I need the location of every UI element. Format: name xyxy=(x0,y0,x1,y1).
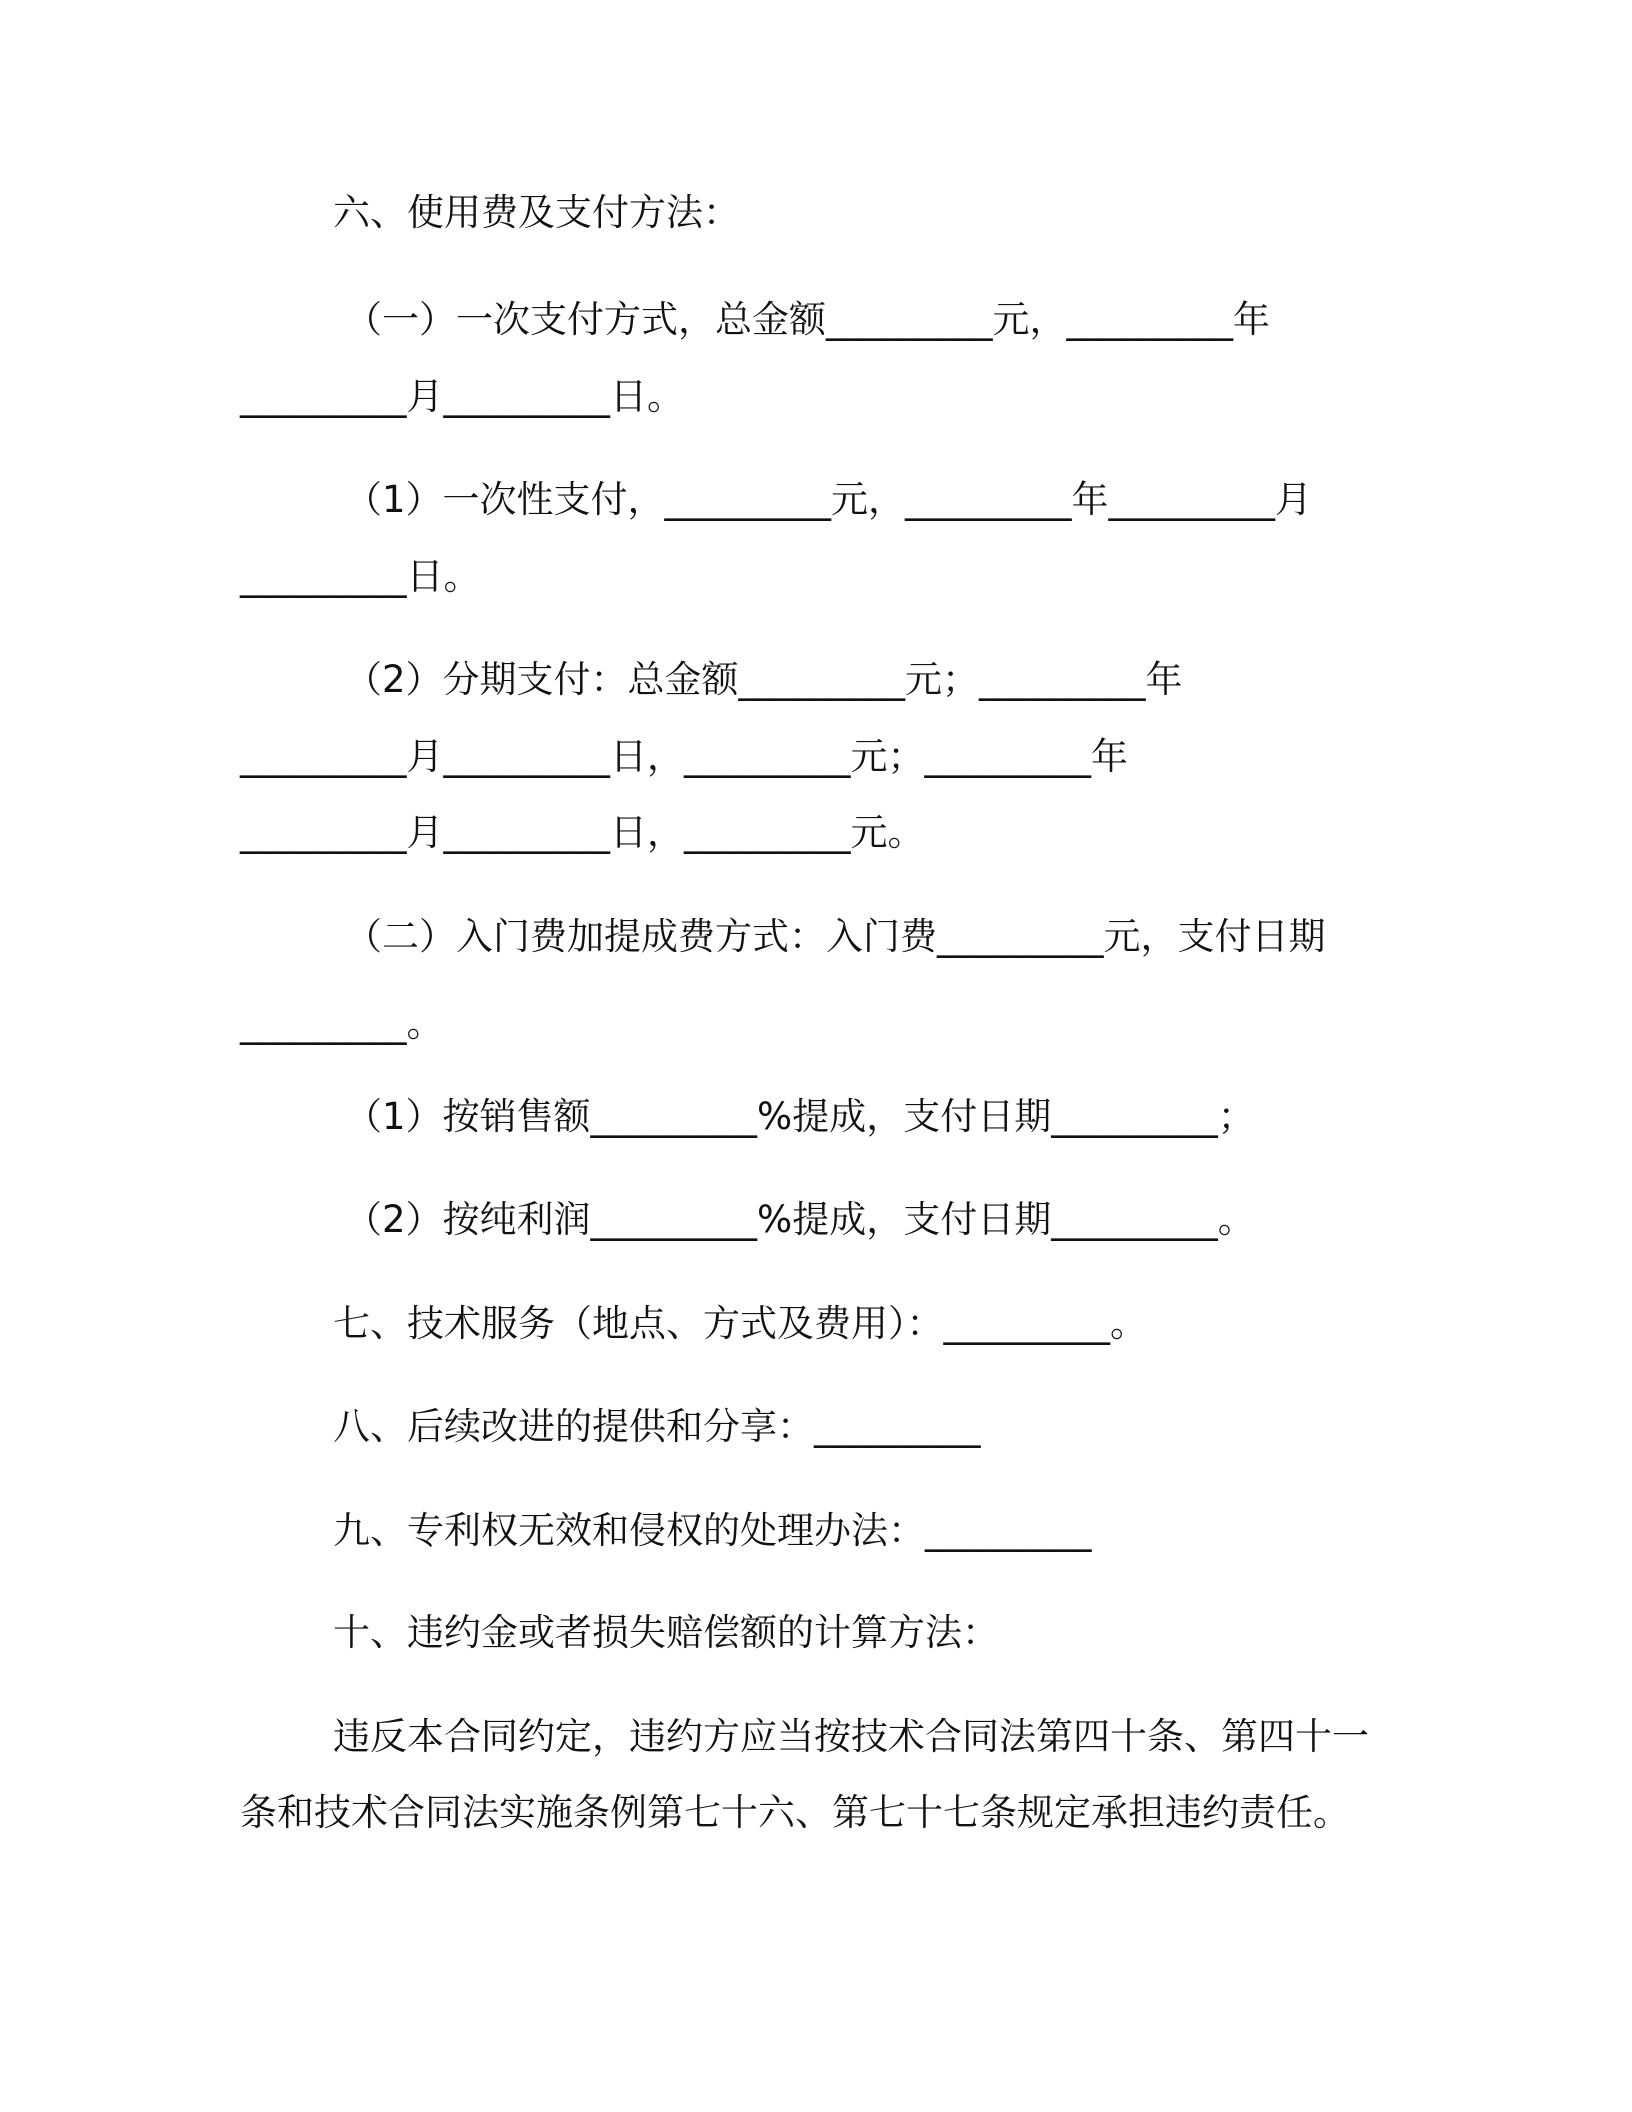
clause-installment-line-2: _________月_________日，_________元；_________年 xyxy=(240,735,1128,778)
clause-lump-sum-line-2: _________月_________日。 xyxy=(240,375,684,418)
clause-profit-commission: （2）按纯利润_________%提成，支付日期_________。 xyxy=(345,1198,1255,1241)
clause-installment-line-3: _________月_________日，_________元。 xyxy=(240,811,925,854)
clause-one-time-line-1: （1）一次性支付，_________元，_________年_________月 xyxy=(345,478,1313,521)
breach-paragraph-line-1: 违反本合同约定，违约方应当按技术合同法第四十条、第四十一 xyxy=(333,1715,1369,1758)
section-7-technical-service: 七、技术服务（地点、方式及费用）：_________。 xyxy=(333,1302,1147,1345)
section-10-heading: 十、违约金或者损失赔偿额的计算方法： xyxy=(333,1611,999,1654)
clause-installment-line-1: （2）分期支付：总金额_________元；_________年 xyxy=(345,658,1183,701)
clause-entry-fee-line-1: （二）入门费加提成费方式：入门费_________元，支付日期 xyxy=(345,915,1326,958)
clause-lump-sum-line-1: （一）一次支付方式，总金额_________元，_________年 xyxy=(345,298,1270,341)
clause-one-time-line-2: _________日。 xyxy=(240,555,481,598)
breach-paragraph-line-2: 条和技术合同法实施条例第七十六、第七十七条规定承担违约责任。 xyxy=(240,1791,1350,1834)
section-9-patent-invalidity: 九、专利权无效和侵权的处理办法：_________ xyxy=(333,1509,1092,1552)
section-8-improvements: 八、后续改进的提供和分享：_________ xyxy=(333,1405,981,1448)
clause-sales-commission: （1）按销售额_________%提成，支付日期_________； xyxy=(345,1095,1255,1138)
clause-entry-fee-line-2: _________。 xyxy=(240,1002,444,1045)
section-6-heading: 六、使用费及支付方法： xyxy=(333,191,740,234)
